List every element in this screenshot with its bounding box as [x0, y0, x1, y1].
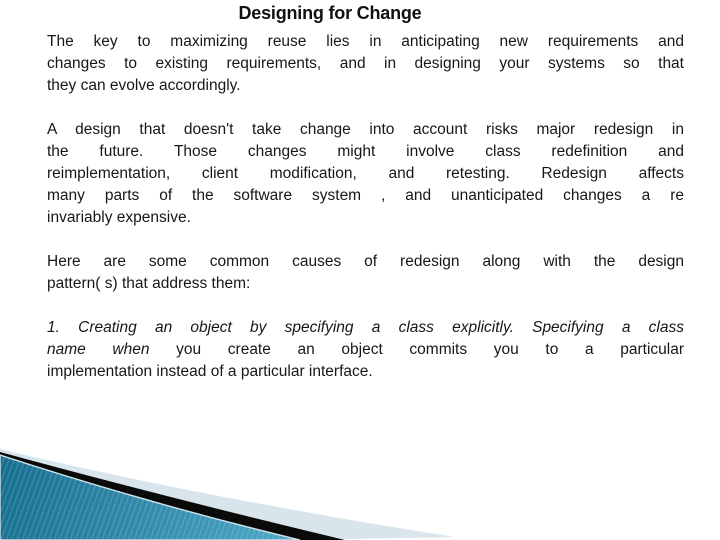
- slide-title: Designing for Change: [238, 3, 422, 23]
- text-segment: the future. Those changes might involve class redefinition and: [47, 143, 684, 160]
- text-segment: they can evolve accordingly.: [47, 77, 241, 94]
- text-segment: implementation instead of a particular interface.: [47, 363, 373, 380]
- text-segment: you create an object commits you to a particular: [176, 341, 684, 358]
- text-segment: changes to existing requirements, and in designing your systems so that: [47, 55, 684, 72]
- text-segment: many parts of the software system , and unanticipated changes a re: [47, 187, 684, 204]
- text-segment: invariably expensive.: [47, 209, 191, 226]
- text-segment: reimplementation, client modification, and retesting. Redesign affects: [47, 165, 684, 182]
- italic-text-segment: 1. Creating an object by specifying a class explicitly. Specifying a class: [47, 319, 684, 336]
- text-segment: Here are some common causes of redesign along with the design: [47, 253, 684, 270]
- text-segment: pattern( s) that address them:: [47, 275, 251, 292]
- text-segment: The key to maximizing reuse lies in anticipating new requirements and: [47, 33, 684, 50]
- text-segment: A design that doesn't take change into account risks major redesign in: [47, 121, 684, 138]
- italic-text-segment: name when: [47, 341, 177, 358]
